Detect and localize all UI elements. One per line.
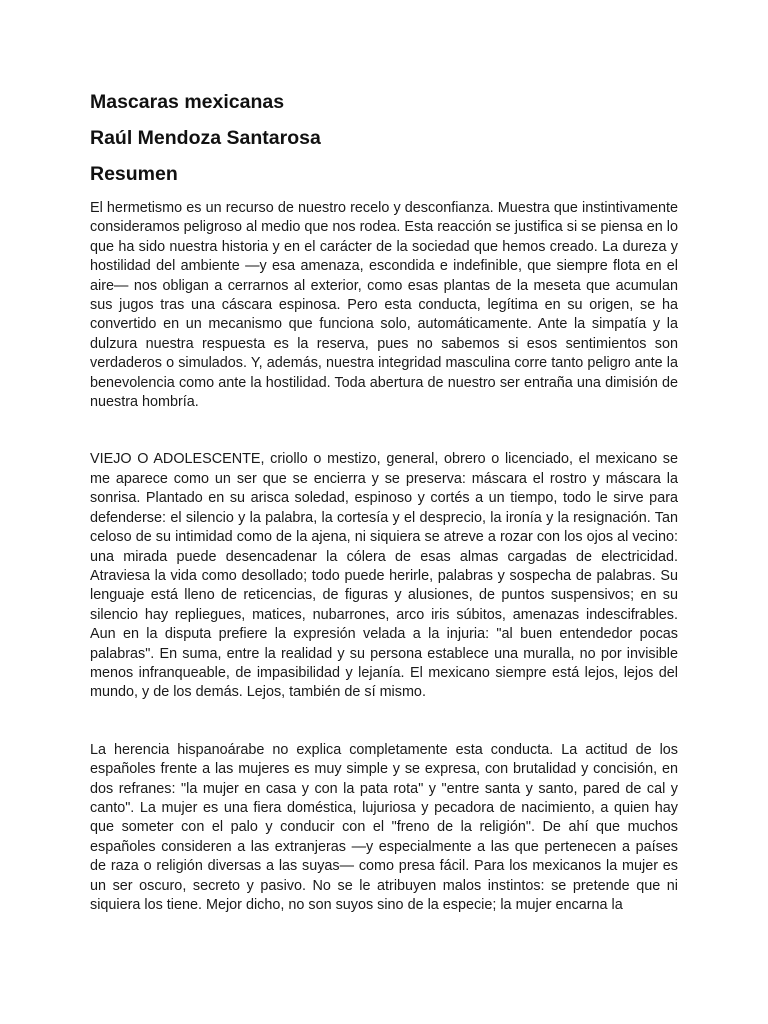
document-author: Raúl Mendoza Santarosa xyxy=(90,127,321,149)
paragraph: El hermetismo es un recurso de nuestro recelo y desconfianza. Muestra que instintivamente consideramos peligroso al medio que nos rodea. Esta reacción se justifica si se piensa en lo que ha sido nuestra historia y en el carácter de la sociedad que hemos creado. La dureza y hostilidad del ambiente —y esa amenaza, escondida e indefinible, que siempre flota en el aire— nos obligan a cerrarnos al exterior, como esas plantas de la meseta que acumulan sus jugos tras una cáscara espinosa. Pero esta conducta, legítima en su origen, se ha convertido en un mecanismo que funciona solo, automáticamente. Ante la simpatía y la dulzura nuestra respuesta es la reserva, pues no sabemos si esos sentimientos son verdaderos o simulados. Y, además, nuestra integridad masculina corre tanto peligro ante la benevolencia como ante la hostilidad. Toda abertura de nuestro ser entraña una dimisión de nuestra hombría. xyxy=(90,200,678,411)
section-heading: Resumen xyxy=(90,163,178,185)
document-title: Mascaras mexicanas xyxy=(90,91,285,113)
paragraph: VIEJO O ADOLESCENTE, criollo o mestizo, general, obrero o licenciado, el mexicano se me aparece como un ser que se encierra y se preserva: máscara el rostro y máscara la sonrisa. Plantado en su arisca soledad, espinoso y cortés a un tiempo, todo le sirve para defenderse: el silencio y la palabra, la cortesía y el desprecio, la ironía y la resignación. Tan celoso de su intimidad como de la ajena, ni siquiera se atreve a rozar con los ojos al vecino: una mirada puede desencadenar la cólera de esas almas cargadas de electricidad. Atraviesa la vida como desollado; todo puede herirle, palabras y sospecha de palabras. Su lenguaje está lleno de reticencias, de figuras y alusiones, de puntos suspensivos; en su silencio hay repliegues, matices, nubarrones, arco iris súbitos, amenazas indescifrables. Aun en la disputa prefiere la expresión velada a la injuria: "al buen entendedor pocas palabras". En suma, entre la realidad y su persona establece una muralla, no por invisible menos infranqueable, de impasibilidad y lejanía. El mexicano siempre está lejos, lejos del mundo, y de los demás. Lejos, también de sí mismo. xyxy=(90,451,678,701)
paragraph: La herencia hispanoárabe no explica completamente esta conducta. La actitud de los españoles frente a las mujeres es muy simple y se expresa, con brutalidad y concisión, en dos refranes: "la mujer en casa y con la pata rota" y "entre santa y santo, pared de cal y canto". La mujer es una fiera doméstica, lujuriosa y pecadora de nacimiento, a quien hay que someter con el palo y conducir con el "freno de la religión". De ahí que muchos españoles consideren a las extranjeras —y especialmente a las que pertenecen a países de raza o religión diversas a las suyas— como presa fácil. Para los mexicanos la mujer es un ser oscuro, secreto y pasivo. No se le atribuyen malos instintos: se pretende que ni siquiera los tiene. Mejor dicho, no son suyos sino de la especie; la mujer encarna la xyxy=(90,741,678,913)
document-page xyxy=(90,90,678,915)
